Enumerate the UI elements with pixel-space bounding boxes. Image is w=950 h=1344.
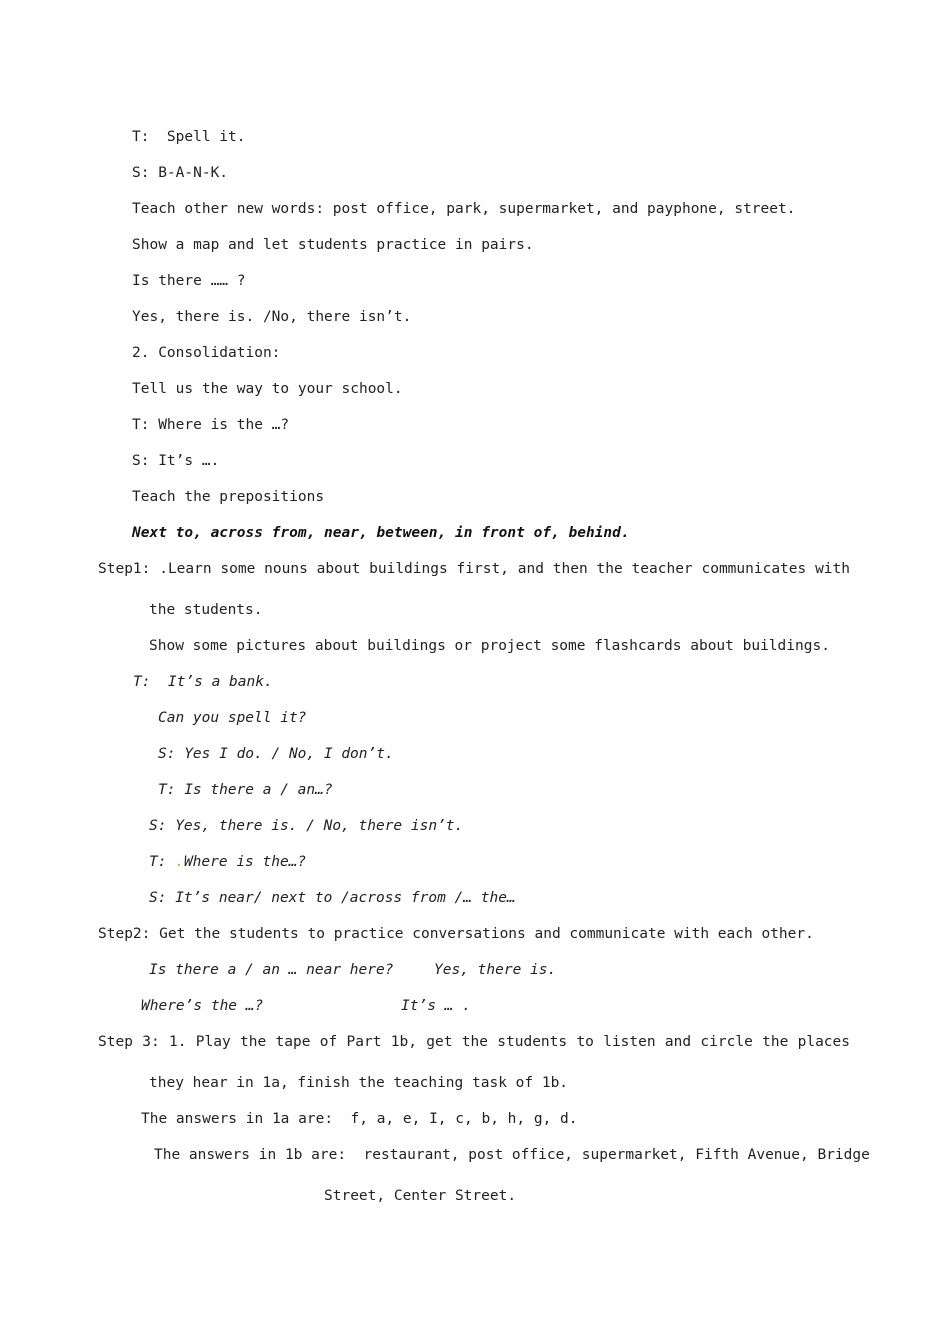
dialogue-line: S: Yes, there is. / No, there isn’t. [149, 818, 464, 834]
dialogue-line: S: It’s near/ next to /across from /… the… [149, 890, 516, 906]
dialogue-line: Can you spell it? [158, 710, 307, 726]
text-line: T: Spell it. [132, 129, 246, 145]
text-line: Show some pictures about buildings or project some flashcards about buildings. [149, 638, 830, 654]
text-line: Show a map and let students practice in pairs. [132, 237, 534, 253]
text-line: Teach the prepositions [132, 489, 325, 505]
dialogue-line [149, 852, 306, 872]
text-line: 2. Consolidation: [132, 345, 281, 361]
text-line: Step 3: 1. Play the tape of Part 1b, get the students to listen and circle the places [98, 1034, 850, 1050]
dialogue-line: S: Yes I do. / No, I don’t. [158, 746, 394, 762]
dialogue-line: Yes, there is. [434, 962, 557, 978]
speaker-label: T: [149, 854, 176, 870]
text-line: the students. [149, 602, 263, 618]
prepositions-line: Next to, across from, near, between, in front of, behind. [132, 525, 630, 541]
text-line: S: B-A-N-K. [132, 165, 229, 181]
dialogue-line: It’s … . [401, 998, 471, 1014]
text-line: Is there …… ? [132, 273, 246, 289]
dialogue-line: Where’s the …? [141, 998, 264, 1014]
dialogue-text: Where is the…? [183, 854, 307, 870]
text-line: Tell us the way to your school. [132, 381, 403, 397]
dialogue-line: T: It’s a bank. [133, 674, 273, 690]
text-line: they hear in 1a, finish the teaching task of 1b. [149, 1075, 569, 1091]
text-line: T: Where is the …? [132, 417, 290, 433]
text-line: Step1: .Learn some nouns about buildings first, and then the teacher communicates with [98, 561, 850, 577]
highlight-dot: . [175, 854, 184, 870]
text-line: The answers in 1a are: f, a, e, I, c, b, h, g, d. [141, 1111, 578, 1127]
text-line: S: It’s …. [132, 453, 220, 469]
text-line: Teach other new words: post office, park, supermarket, and payphone, street. [132, 201, 796, 217]
dialogue-line: T: Is there a / an…? [158, 782, 333, 798]
text-line: Step2: Get the students to practice conversations and communicate with each other. [98, 926, 814, 942]
text-line: Street, Center Street. [324, 1188, 517, 1204]
text-line: The answers in 1b are: restaurant, post office, supermarket, Fifth Avenue, Bridge [154, 1147, 870, 1163]
text-line: Yes, there is. /No, there isn’t. [132, 309, 412, 325]
dialogue-line: Is there a / an … near here? [149, 962, 394, 978]
